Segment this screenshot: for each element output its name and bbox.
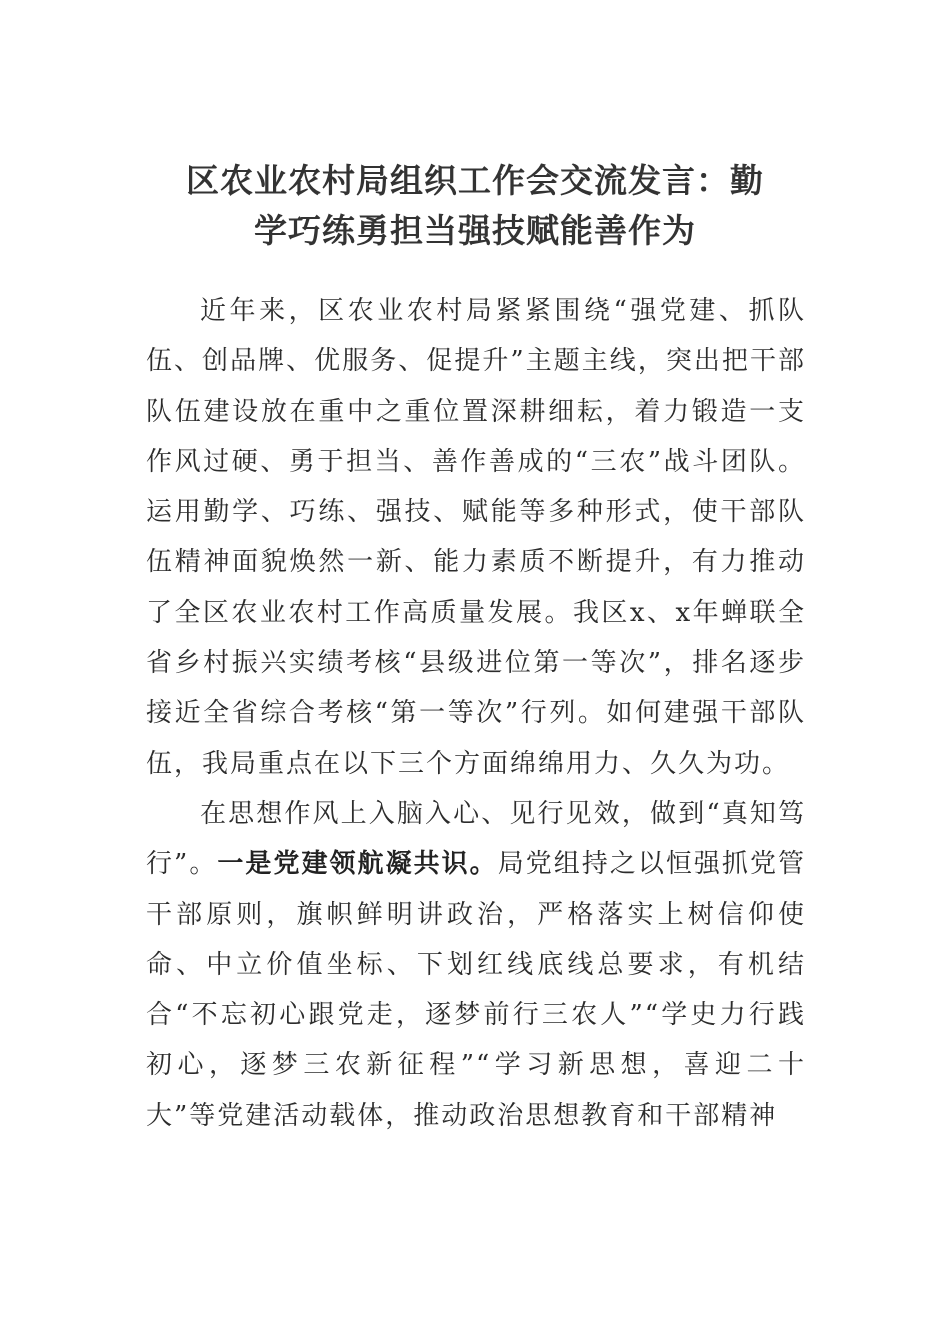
document-body <box>146 286 806 1141</box>
title-line-2: 学巧练勇担当强技赋能善作为 <box>254 211 696 250</box>
paragraph-lead: 在思想作风上入脑入心、见行见效，做到“真知笃行”。 <box>146 798 806 880</box>
paragraph-intro: 近年来，区农业农村局紧紧围绕“强党建、抓队伍、创品牌、优服务、促提升”主题主线，突出把干部队伍建设放在重中之重位置深耕细耘，着力锻造一支作风过硬、勇于担当、善作善成的“三农”战斗团队。运用勤学、巧练、强技、赋能等多种形式，使干部队伍精神面貌焕然一新、能力素质不断提升，有力推动了全区农业农村工作高质量发展。我区x、x年蝉联全省乡村振兴实绩考核“县级进位第一等次”，排名逐步接近全省综合考核“第一等次”行列。如何建强干部队伍，我局重点在以下三个方面绵绵用力、久久为功。 <box>146 296 806 779</box>
title-line-1: 区农业农村局组织工作会交流发言：勤 <box>186 161 764 200</box>
paragraph-rest: 局党组持之以恒强抓党管干部原则，旗帜鲜明讲政治，严格落实上树信仰使命、中立价值坐标、下划红线底线总要求，有机结合“不忘初心跟党走，逐梦前行三农人”“学史力行践初心，逐梦三农新征程”“学习新思想，喜迎二十大”等党建活动载体，推动政治思想教育和干部精神 <box>146 849 806 1131</box>
document-title <box>140 156 810 256</box>
bold-heading: 一是党建领航凝共识。 <box>217 849 498 880</box>
paragraph-thought-style <box>146 789 806 1141</box>
